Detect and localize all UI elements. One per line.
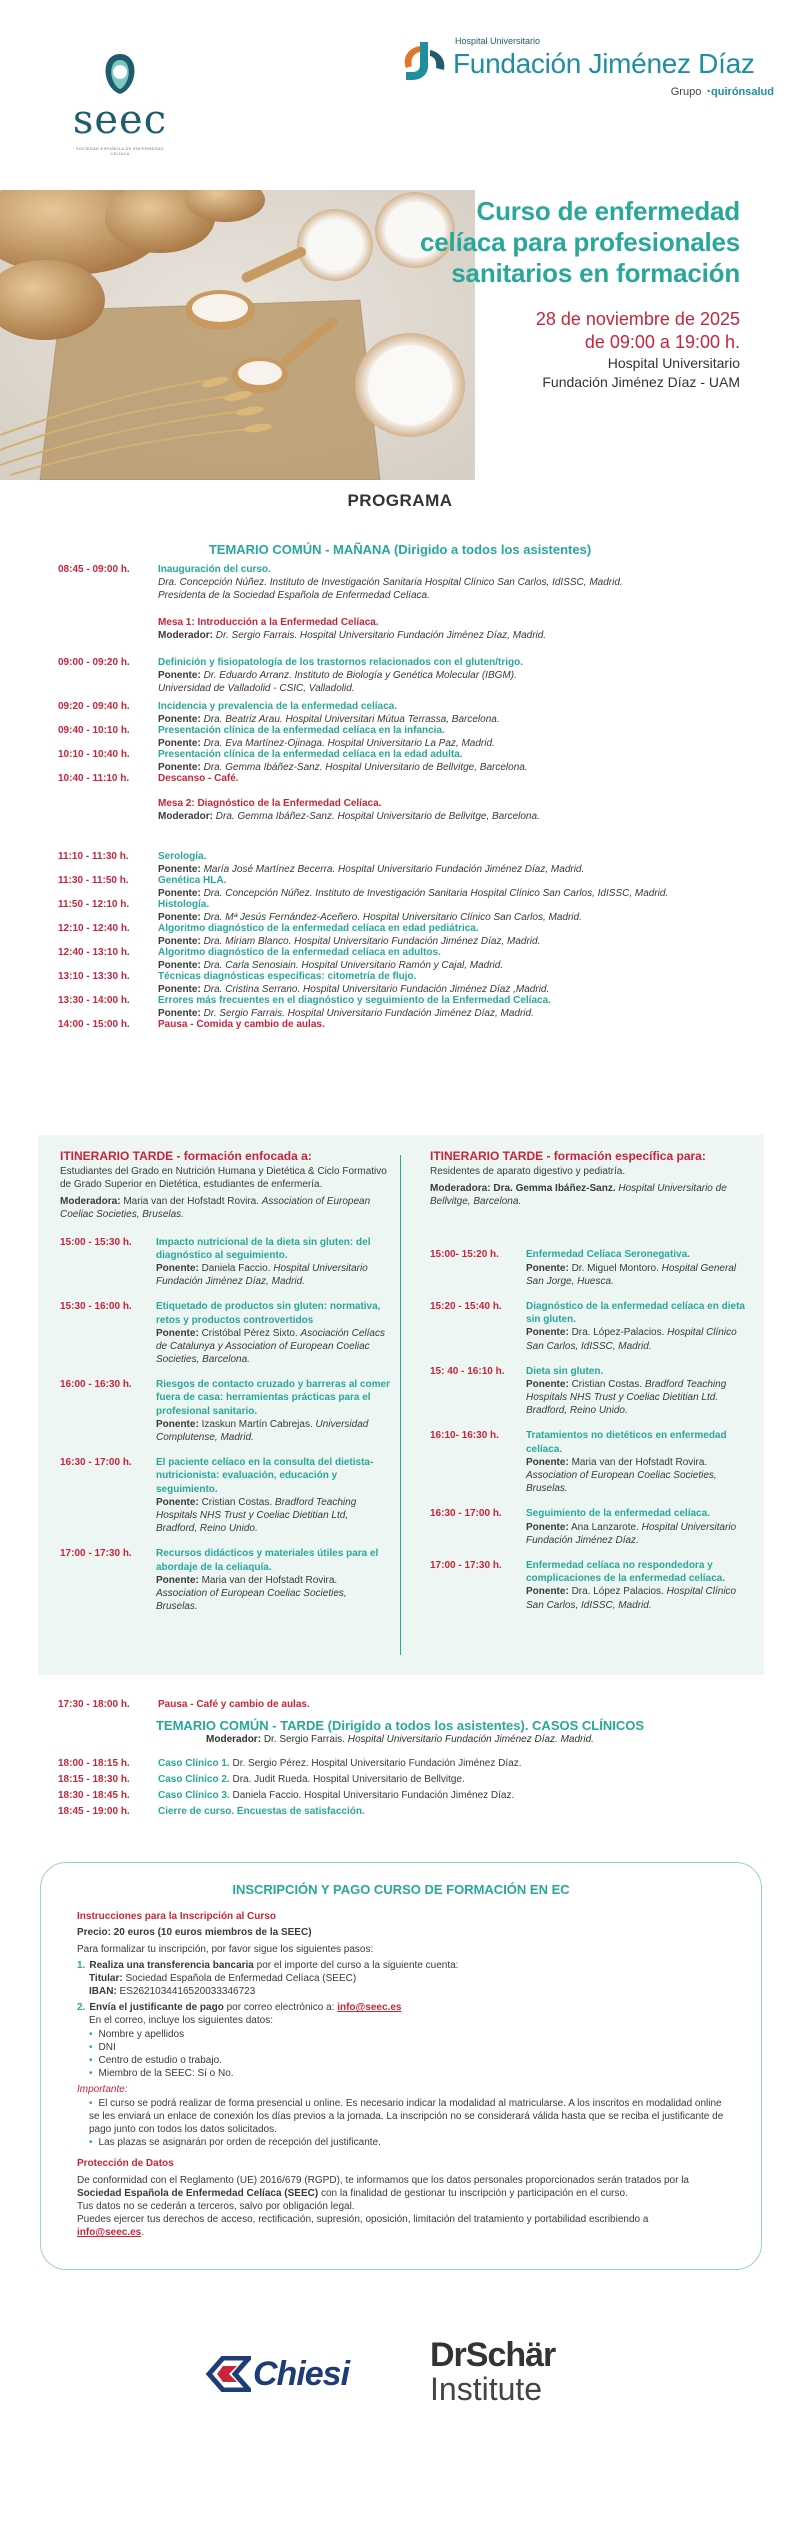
row-time: 10:10 - 10:40 h. <box>58 749 130 760</box>
mod-label: Moderadora: <box>430 1183 491 1195</box>
speaker-label: Ponente: <box>158 714 201 726</box>
schedule-row <box>58 874 718 900</box>
speaker-affiliation: Universidad Complutense, Madrid. <box>156 1418 369 1444</box>
course-place-2: Fundación Jiménez Díaz - UAM <box>542 373 740 390</box>
speaker-label: Ponente: <box>158 864 201 876</box>
row-content <box>156 1456 390 1535</box>
schedule-row <box>58 850 718 876</box>
casos-moderator <box>0 1733 800 1746</box>
row-content <box>158 724 718 750</box>
itinerary-row <box>430 1365 750 1418</box>
seec-emblem-icon <box>100 52 140 96</box>
row-title: Genética HLA. <box>158 875 227 886</box>
tarde-left-heading: ITINERARIO TARDE - formación enfocada a: <box>60 1149 312 1163</box>
schedule-row <box>58 700 718 726</box>
row-speaker <box>158 810 718 823</box>
pausa-text: Descanso - Café. <box>158 773 239 784</box>
datos-item: • Miembro de la SEEC: Sí o No. <box>89 2067 725 2080</box>
pausa-row <box>58 1698 718 1711</box>
speaker-label: Ponente: <box>156 1496 199 1508</box>
datos-item: • Nombre y apellidos <box>89 2028 725 2041</box>
speaker-label: Ponente: <box>156 1418 199 1430</box>
step-rest: por correo electrónico a: <box>223 2002 338 2014</box>
row-speaker <box>156 1496 390 1536</box>
row-speaker <box>526 1585 750 1611</box>
speaker-label: Ponente: <box>158 960 201 972</box>
speaker-text: Dra. Gemma Ibáñez-Sanz. Hospital Universitario de Bellvitge, Barcelona. <box>203 762 528 774</box>
tarde-right-column <box>430 1149 750 1624</box>
mod-affiliation: Association of European Coeliac Societies, Bruselas. <box>60 1196 371 1221</box>
speaker-text: Dra. Cristina Serrano. Hospital Universitario Fundación Jiménez Díaz ,Madrid. <box>203 984 550 996</box>
caso-row <box>58 1789 718 1802</box>
speaker-label: Ponente: <box>526 1586 569 1598</box>
row-speaker <box>156 1574 390 1614</box>
drschar-logo <box>430 2338 610 2407</box>
importante-item: • Las plazas se asignarán por orden de recepción del justificante. <box>89 2136 725 2149</box>
speaker-text: Dra. Gemma Ibáñez-Sanz. Hospital Universitario de Bellvitge, Barcelona. <box>215 811 540 823</box>
schedule-row <box>58 970 718 996</box>
speaker-label: Moderador: <box>158 811 213 823</box>
datos-item: • DNI <box>89 2041 725 2054</box>
schedule-row <box>58 994 718 1020</box>
row-title: Impacto nutricional de la dieta sin gluten: del diagnóstico al seguimiento. <box>156 1236 371 1261</box>
row-content <box>158 656 718 696</box>
speaker-text: Dra. Mª Jesús Fernández-Aceñero. Hospital Universitario Clínico San Carlos, Madrid. <box>203 912 582 924</box>
step-rest: por el importe del curso a la siguiente cuenta: <box>253 1959 459 1971</box>
mod-name: Dr. Sergio Farrais. <box>263 1734 345 1745</box>
step-bold: Envía el justificante de pago <box>89 2002 224 2014</box>
speaker-affiliation: Bradford Teaching Hospitals NHS Trust y Coeliac Dietitian Ltd, Bradford, Reino Unido. <box>156 1496 357 1535</box>
row-content <box>158 898 718 924</box>
speaker-name: Maria van der Hofstadt Rovira. <box>571 1456 708 1468</box>
pausa-time: 17:30 - 18:00 h. <box>58 1699 130 1710</box>
fjd-emblem-icon <box>400 40 450 82</box>
speaker-affiliation: Hospital Clínico San Carlos, IdISSC, Madrid. <box>526 1586 737 1611</box>
row-title: Recursos didácticos y materiales útiles para el abordaje de la celiaquía. <box>156 1548 379 1573</box>
course-place-1: Hospital Universitario <box>607 355 740 372</box>
precio: Precio: 20 euros (10 euros miembros de la SEEC) <box>77 1927 312 1939</box>
row-time: 18:15 - 18:30 h. <box>58 1774 130 1785</box>
row-speaker <box>526 1378 750 1418</box>
pausa-text: Pausa - Comida y cambio de aulas. <box>158 1019 325 1030</box>
speaker-label: Ponente: <box>158 670 201 682</box>
prot-bold: Sociedad Española de Enfermedad Celíaca (SEEC) <box>77 2187 319 2199</box>
caso-text: Dr. Sergio Pérez. Hospital Universitario Fundación Jiménez Díaz. <box>232 1758 522 1769</box>
row-content <box>158 563 718 603</box>
row-title: Seguimiento de la enfermedad celíaca. <box>526 1508 710 1520</box>
row-title: Incidencia y prevalencia de la enfermedad celíaca. <box>158 701 398 712</box>
row-time: 15:20 - 15:40 h. <box>430 1300 502 1312</box>
fjd-logo <box>400 30 780 110</box>
caso-title: Caso Clínico 1. <box>158 1758 230 1769</box>
mod-name: Maria van der Hofstadt Rovira. <box>123 1196 259 1208</box>
proteccion-text-2: Tus datos no se cederán a terceros, salvo por obligación legal. <box>77 2200 355 2212</box>
row-time: 10:40 - 11:10 h. <box>58 773 130 784</box>
row-time: 09:40 - 10:10 h. <box>58 725 130 736</box>
speaker-affiliation: Asociación Celíacs de Catalunya y Association of European Coeliac Societies, Barcelona. <box>156 1327 385 1366</box>
caso-row <box>58 1773 718 1786</box>
speaker-label: Ponente: <box>526 1262 569 1274</box>
speaker-affiliation: Bradford Teaching Hospitals NHS Trust y Coeliac Dietitian Ltd. Bradford, Reino Unido. <box>526 1378 727 1417</box>
row-title: Enfermedad celíaca no respondedora y complicaciones de la enfermedad celíaca. <box>526 1559 725 1585</box>
schedule-row <box>58 748 718 774</box>
grupo-brand: quirónsalud <box>711 86 774 98</box>
row-content <box>156 1236 390 1289</box>
grupo-text: Grupo <box>670 86 702 98</box>
course-title-block <box>410 196 740 391</box>
proteccion-text-1 <box>77 2174 725 2200</box>
course-date: 28 de noviembre de 2025 <box>535 308 740 329</box>
row-content <box>158 748 718 774</box>
caso-title: Caso Clínico 2. <box>158 1774 230 1785</box>
tarde-right-moderator <box>430 1182 750 1208</box>
mod-label: Moderador: <box>206 1734 262 1745</box>
schedule-row <box>58 797 718 823</box>
hero-bread-image <box>0 190 475 480</box>
speaker-label: Ponente: <box>156 1574 199 1586</box>
row-content <box>158 772 718 785</box>
row-speaker <box>158 576 718 589</box>
proteccion-text-3: Puedes ejercer tus derechos de acceso, rectificación, supresión, oposición, limitación del tratamiento y portabilidad escribiendo a <box>77 2214 649 2226</box>
row-time: 11:10 - 11:30 h. <box>58 851 129 862</box>
importante-list <box>89 2097 725 2150</box>
row-time: 15: 40 - 16:10 h. <box>430 1365 505 1377</box>
row-speaker <box>526 1456 750 1496</box>
mesa-title: Mesa 2: Diagnóstico de la Enfermedad Celíaca. <box>158 798 382 809</box>
column-divider <box>400 1155 401 1655</box>
itinerary-row <box>60 1456 390 1535</box>
inscripcion-heading: INSCRIPCIÓN Y PAGO CURSO DE FORMACIÓN EN EC <box>232 1882 570 1897</box>
step-bold: Realiza una transferencia bancaria <box>89 1959 254 1971</box>
speaker-label: Ponente: <box>158 936 201 948</box>
row-speaker <box>526 1262 750 1288</box>
row-title: Diagnóstico de la enfermedad celíaca en dieta sin gluten. <box>526 1300 745 1326</box>
titular-label: Titular: <box>89 1972 123 1984</box>
row-time: 08:45 - 09:00 h. <box>58 564 130 575</box>
speaker-label: Ponente: <box>158 762 201 774</box>
speaker-affiliation: Hospital Clínico San Carlos, IdISSC, Madrid. <box>526 1327 737 1352</box>
programa-heading: PROGRAMA <box>347 491 453 510</box>
schedule-row <box>58 724 718 750</box>
datos-list <box>89 2028 725 2081</box>
itinerary-row <box>60 1300 390 1366</box>
speaker-text: Dra. Miriam Blanco. Hospital Universitario Fundación Jiménez Díaz, Madrid. <box>203 936 541 948</box>
row-content <box>156 1378 390 1444</box>
row-content <box>526 1248 750 1288</box>
tarde-left-moderator <box>60 1195 390 1221</box>
itinerary-row <box>430 1300 750 1353</box>
speaker-name: Cristian Costas. <box>571 1378 643 1390</box>
speaker-label: Ponente: <box>158 1008 201 1020</box>
datos-item: • Centro de estudio o trabajo. <box>89 2054 725 2067</box>
hospital-small-label: Hospital Universitario <box>455 36 541 46</box>
speaker-name: Daniela Faccio. <box>201 1262 271 1274</box>
tarde-left-desc: Estudiantes del Grado en Nutrición Humana y Dietética & Ciclo Formativo de Grado Superior en Dietética, estudiantes de enfermería. <box>60 1165 387 1191</box>
course-title: Curso de enfermedad celíaca para profesionales sanitarios en formación <box>420 196 740 289</box>
schedule-row <box>58 656 718 696</box>
row-time: 13:30 - 14:00 h. <box>58 995 130 1006</box>
row-content <box>158 922 718 948</box>
itinerary-row <box>60 1547 390 1613</box>
row-time: 14:00 - 15:00 h. <box>58 1019 130 1030</box>
row-speaker <box>526 1521 750 1547</box>
tarde-panel <box>38 1135 764 1675</box>
speaker-affiliation: Hospital General San Jorge, Huesca. <box>526 1262 737 1287</box>
speaker-label: Ponente: <box>156 1262 199 1274</box>
row-content <box>158 970 718 996</box>
row-title: Enfermedad Celíaca Seronegativa. <box>526 1249 690 1261</box>
mod-label: Moderadora: <box>60 1196 121 1208</box>
speaker-affiliation: Hospital Universitario Fundación Jiménez Díaz, Madrid. <box>156 1262 368 1288</box>
row-time: 11:50 - 12:10 h. <box>58 899 130 910</box>
schedule-row <box>58 898 718 924</box>
row-title: Tratamientos no dietéticos en enfermedad celíaca. <box>526 1430 727 1455</box>
row-time: 11:30 - 11:50 h. <box>58 875 129 886</box>
schedule-row <box>58 772 718 785</box>
speaker-label: Ponente: <box>156 1327 199 1339</box>
tarde-right-desc: Residentes de aparato digestivo y pediatría. <box>430 1165 626 1177</box>
schedule-row <box>58 563 718 603</box>
prot-end: . <box>141 2227 145 2239</box>
row-title: El paciente celíaco en la consulta del dietista-nutricionista: evaluación, educación y seguimiento. <box>156 1457 374 1495</box>
row-content <box>526 1365 750 1418</box>
importante-label: Importante: <box>77 2084 128 2096</box>
row-content <box>526 1507 750 1547</box>
caso-title: Caso Clínico 3. <box>158 1790 230 1801</box>
speaker-name: Izaskun Martín Cabrejas. <box>201 1418 313 1430</box>
institute-text: Institute <box>430 2371 543 2407</box>
speaker-affiliation: Association of European Coeliac Societies, Bruselas. <box>156 1587 347 1613</box>
itinerary-row <box>430 1507 750 1547</box>
row-content <box>156 1300 390 1366</box>
row-content <box>158 874 718 900</box>
caso-title: Cierre de curso. Encuestas de satisfacción. <box>158 1806 365 1817</box>
tarde-left-column <box>60 1149 390 1625</box>
speaker-name: Dra. López-Palacios. <box>571 1327 665 1339</box>
row-time: 09:20 - 09:40 h. <box>58 701 130 712</box>
speaker-name: Cristian Costas. <box>201 1496 273 1508</box>
speaker-label: Ponente: <box>158 912 201 924</box>
iban-value: ES2621034416520033346723 <box>116 1986 256 1998</box>
row-title: Riesgos de contacto cruzado y barreras al comer fuera de casa: herramientas prácticas para el profesional sanitario. <box>156 1379 390 1417</box>
step-2-sub: En el correo, incluye los siguientes datos: <box>89 2015 273 2027</box>
row-title: Serología. <box>158 851 207 862</box>
row-time: 18:00 - 18:15 h. <box>58 1758 130 1769</box>
titular-value: Sociedad Española de Enfermedad Celíaca (SEEC) <box>122 1972 357 1984</box>
row-content <box>158 700 718 726</box>
tarde-right-rows <box>430 1248 750 1611</box>
row-speaker <box>526 1326 750 1352</box>
speaker-label: Moderador: <box>158 630 213 642</box>
row-time: 15:30 - 16:00 h. <box>60 1301 132 1313</box>
grupo-label <box>671 85 774 100</box>
row-time: 15:00- 15:20 h. <box>430 1249 499 1261</box>
row-time: 17:00 - 17:30 h. <box>430 1559 502 1571</box>
row-title: Algoritmo diagnóstico de la enfermedad celíaca en edad pediátrica. <box>158 923 479 934</box>
manana-heading: TEMARIO COMÚN - MAÑANA (Dirigido a todos los asistentes) <box>208 542 592 557</box>
row-speaker <box>156 1418 390 1444</box>
speaker-affiliation: Hospital Universitario Fundación Jiménez Díaz. <box>526 1521 737 1546</box>
caso-row <box>58 1805 718 1818</box>
schedule-row <box>58 616 718 642</box>
mod-affiliation: Hospital Universitario Fundación Jiménez Díaz. Madrid. <box>347 1734 594 1745</box>
seec-logo-text: seec <box>72 97 168 144</box>
caso-row <box>58 1757 718 1770</box>
row-content <box>158 1805 718 1818</box>
row-time: 16:00 - 16:30 h. <box>60 1379 132 1391</box>
speaker-text: Dr. Eduardo Arranz. Instituto de Biología y Genética Molecular (IBGM). <box>203 670 517 682</box>
row-content <box>156 1547 390 1613</box>
caso-text: Dra. Judit Rueda. Hospital Universitario de Bellvitge. <box>232 1774 465 1785</box>
prot-text: De conformidad con el Reglamento (UE) 2016/679 (RGPD), te informamos que los datos personales proporcionados serán tratados por la <box>77 2174 689 2186</box>
mod-name: Dra. Gemma Ibáñez-Sanz. <box>493 1183 616 1195</box>
seec-logo-subtitle: SOCIEDAD ESPAÑOLA DE ENFERMEDAD CELÍACA <box>75 146 165 157</box>
speaker-text: Dr. Sergio Farrais. Hospital Universitario Fundación Jiménez Díaz, Madrid. <box>215 630 547 642</box>
itinerary-row <box>430 1248 750 1288</box>
row-content <box>158 1018 718 1031</box>
seec-logo <box>70 52 170 157</box>
row-title: Técnicas diagnósticas específicas: citometría de flujo. <box>158 971 417 982</box>
row-title: Presentación clínica de la enfermedad celíaca en la infancia. <box>158 725 445 736</box>
row-content <box>526 1300 750 1353</box>
row-time: 16:30 - 17:00 h. <box>60 1457 132 1469</box>
itinerary-row <box>430 1429 750 1495</box>
schedule-row <box>58 946 718 972</box>
row-title: Algoritmo diagnóstico de la enfermedad celíaca en adultos. <box>158 947 441 958</box>
step-2 <box>77 2001 725 2014</box>
row-time: 16:10- 16:30 h. <box>430 1430 499 1442</box>
row-time: 13:10 - 13:30 h. <box>58 971 130 982</box>
bread-wheat-illustration <box>0 190 475 480</box>
speaker-text: Dr. Sergio Farrais. Hospital Universitario Fundación Jiménez Díaz, Madrid. <box>203 1008 534 1020</box>
drschar-text: DrSchär <box>430 2336 556 2374</box>
row-speaker <box>156 1327 390 1367</box>
row-speaker <box>158 669 718 682</box>
iban-label: IBAN: <box>89 1986 117 1998</box>
step-number: 1. <box>77 1959 86 1971</box>
row-content <box>526 1429 750 1495</box>
speaker-name: Dra. López Palacios. <box>571 1586 664 1598</box>
speaker-text: Dra. Beatriz Arau. Hospital Universitari Mútua Terrassa, Barcelona. <box>203 714 500 726</box>
itinerary-row <box>60 1378 390 1444</box>
step-number: 2. <box>77 2002 86 2014</box>
speaker-name: Ana Lanzarote. <box>571 1521 639 1533</box>
speaker-label: Ponente: <box>526 1327 569 1339</box>
row-title: Dieta sin gluten. <box>526 1365 604 1377</box>
row-time: 18:45 - 19:00 h. <box>58 1806 130 1817</box>
quiron-icon: ◔ <box>704 86 712 98</box>
row-content <box>158 797 718 823</box>
row-title: Errores más frecuentes en el diagnóstico y seguimiento de la Enfermedad Celíaca. <box>158 995 551 1006</box>
instrucciones-title: Instrucciones para la Inscripción al Curso <box>77 1911 276 1923</box>
row-time: 09:00 - 09:20 h. <box>58 657 130 668</box>
row-time: 15:00 - 15:30 h. <box>60 1236 132 1248</box>
speaker-text: Dra. Concepción Núñez. Instituto de Investigación Sanitaria Hospital Clínico San Carlos, IdISSC, Madrid. <box>203 888 669 900</box>
caso-text: Daniela Faccio. Hospital Universitario Fundación Jiménez Díaz. <box>232 1790 515 1801</box>
speaker-text: Dra. Carla Senosiain. Hospital Universitario Ramón y Cajal, Madrid. <box>203 960 504 972</box>
tarde-right-heading: ITINERARIO TARDE - formación específica para: <box>430 1149 706 1163</box>
speaker-name: Maria van der Hofstadt Rovira. <box>201 1574 338 1586</box>
chiesi-emblem-icon <box>205 2356 251 2392</box>
casos-heading: TEMARIO COMÚN - TARDE (Dirigido a todos los asistentes). CASOS CLÍNICOS <box>155 1718 644 1733</box>
row-content <box>158 946 718 972</box>
chiesi-text: Chiesi <box>253 2355 350 2393</box>
speaker-name: Cristóbal Pérez Sixto. <box>201 1327 298 1339</box>
prot-email-link[interactable]: info@seec.es <box>77 2227 142 2239</box>
row-title: Etiquetado de productos sin gluten: normativa, retos y productos controvertidos <box>156 1301 381 1326</box>
course-hours: de 09:00 a 19:00 h. <box>584 331 740 352</box>
row-content <box>158 994 718 1020</box>
speaker-label: Ponente: <box>158 738 201 750</box>
speaker-label: Ponente: <box>526 1378 569 1390</box>
row-content <box>158 1757 718 1770</box>
row-content <box>526 1559 750 1612</box>
iban-line <box>89 1985 725 1998</box>
row-time: 12:10 - 12:40 h. <box>58 923 130 934</box>
speaker-name: Dr. Miguel Montoro. <box>571 1262 659 1274</box>
row-time: 16:30 - 17:00 h. <box>430 1508 502 1520</box>
step-1 <box>77 1959 725 1972</box>
speaker-text-2: Universidad de Valladolid - CSIC, Valladolid. <box>158 683 355 695</box>
intro-text: Para formalizar tu inscripción, por favor sigue los siguientes pasos: <box>77 1943 374 1955</box>
row-content <box>158 1789 718 1802</box>
importante-item: • El curso se podrá realizar de forma presencial u online. Es necesario indicar la modalidad al matricularse. A los inscritos en modalidad online se les enviará un enlace de conexión los días previos a la jornada. La inscripción no se considerará válida hasta que se reciba el justificante de pago junto con todos los datos solicitados. <box>89 2097 725 2137</box>
row-time: 17:00 - 17:30 h. <box>60 1548 132 1560</box>
speaker-text: María José Martínez Becerra. Hospital Universitario Fundación Jiménez Díaz, Madrid. <box>203 864 585 876</box>
pausa-text: Pausa - Café y cambio de aulas. <box>158 1699 310 1710</box>
proteccion-title: Protección de Datos <box>77 2158 174 2170</box>
itinerary-row <box>430 1559 750 1612</box>
email-link[interactable]: info@seec.es <box>337 2002 402 2014</box>
speaker-text-2: Presidenta de la Sociedad Española de Enfermedad Celíaca. <box>158 590 430 602</box>
row-time: 12:40 - 13:10 h. <box>58 947 130 958</box>
row-title: Definición y fisiopatología de los trastornos relacionados con el gluten/trigo. <box>158 657 524 668</box>
speaker-label: Ponente: <box>158 888 201 900</box>
row-speaker <box>156 1262 390 1288</box>
speaker-affiliation: Association of European Coeliac Societies, Bruselas. <box>526 1470 717 1495</box>
row-speaker <box>158 629 718 642</box>
speaker-text: Dra. Concepción Núñez. Instituto de Investigación Sanitaria Hospital Clínico San Carlos, IdISSC, Madrid. <box>158 577 623 589</box>
row-title: Inauguración del curso. <box>158 564 271 575</box>
mesa-title: Mesa 1: Introducción a la Enfermedad Celíaca. <box>158 617 379 628</box>
chiesi-logo <box>205 2352 375 2396</box>
speaker-label: Ponente: <box>526 1521 569 1533</box>
speaker-label: Ponente: <box>526 1456 569 1468</box>
schedule-row <box>58 922 718 948</box>
mod-affiliation: Hospital Universitario de Bellvitge, Barcelona. <box>430 1183 727 1208</box>
row-content <box>158 1773 718 1786</box>
row-title: Histología. <box>158 899 210 910</box>
schedule-row <box>58 1018 718 1031</box>
row-time: 18:30 - 18:45 h. <box>58 1790 130 1801</box>
speaker-label: Ponente: <box>158 984 201 996</box>
row-title: Presentación clínica de la enfermedad celíaca en la edad adulta. <box>158 749 463 760</box>
hospital-name: Fundación Jiménez Díaz <box>453 48 755 79</box>
proteccion-email-line <box>77 2226 725 2239</box>
itinerary-row <box>60 1236 390 1289</box>
titular-line <box>89 1972 725 1985</box>
tarde-left-rows <box>60 1236 390 1614</box>
row-content <box>158 616 718 642</box>
speaker-text: Dra. Eva Martínez-Ojinaga. Hospital Universitario La Paz, Madrid. <box>203 738 495 750</box>
inscripcion-box <box>40 1862 762 2270</box>
row-content <box>158 850 718 876</box>
prot-text: con la finalidad de gestionar tu inscripción y participación en el curso. <box>318 2187 628 2199</box>
